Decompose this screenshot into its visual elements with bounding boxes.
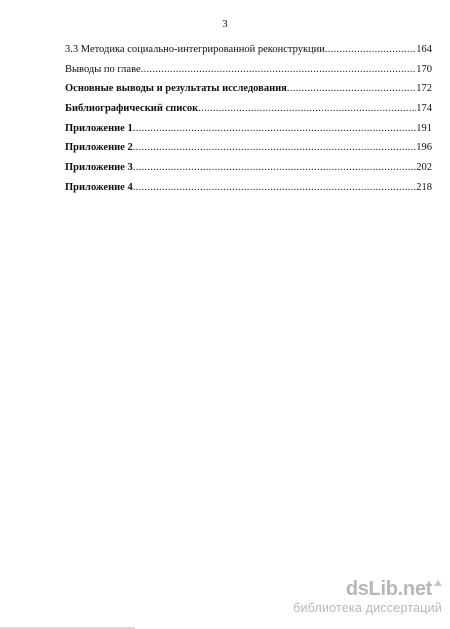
toc-entry-label: Приложение 3	[65, 162, 133, 174]
toc-entry-main-conclusions	[65, 79, 432, 99]
toc-entry-appendix-2	[65, 138, 432, 158]
watermark-subtitle: библиотека диссертаций	[293, 601, 442, 615]
toc-entry-label: Приложение 2	[65, 142, 133, 154]
toc-entry-label: Основные выводы и результаты исследования	[65, 83, 287, 95]
toc-entry-appendix-3	[65, 158, 432, 178]
toc-entry-appendix-1	[65, 119, 432, 139]
toc-leader-dots	[133, 178, 417, 198]
roof-icon	[434, 580, 442, 586]
toc-entry-page: 196	[416, 142, 432, 154]
toc-leader-dots	[133, 158, 417, 178]
toc-leader-dots	[198, 99, 416, 119]
toc-entry-label: Выводы по главе	[65, 63, 141, 75]
toc-leader-dots	[141, 60, 417, 80]
toc-entry-page: 202	[416, 162, 432, 174]
toc-entry-page: 164	[416, 44, 432, 55]
toc-leader-dots	[133, 138, 417, 158]
toc-entry-page: 218	[416, 181, 432, 193]
toc-entry-label: Библиографический список	[65, 103, 199, 115]
toc-entry-page: 170	[416, 63, 432, 75]
toc-leader-dots	[325, 40, 416, 60]
toc-entry-label: Приложение 4	[65, 181, 133, 193]
toc-entry-label: 3.3 Методика социально-интегрированной реконструкции	[65, 44, 325, 55]
toc-entry-page: 174	[416, 103, 432, 115]
toc-entry-label: Приложение 1	[65, 122, 133, 134]
page-number: 3	[222, 19, 228, 30]
watermark-brand: dsLib.net	[345, 577, 432, 600]
toc-entry-chapter-conclusions	[65, 60, 432, 80]
toc-entry-page: 172	[416, 83, 432, 95]
watermark	[282, 578, 442, 615]
watermark-logo	[282, 578, 442, 600]
toc-leader-dots	[287, 79, 416, 99]
toc-entry-page: 191	[416, 122, 432, 134]
toc-entry-appendix-4	[65, 178, 432, 198]
toc-entry-bibliography	[65, 99, 432, 119]
toc-leader-dots	[133, 119, 417, 139]
toc-entry-methodology	[65, 40, 432, 60]
table-of-contents	[65, 40, 432, 198]
